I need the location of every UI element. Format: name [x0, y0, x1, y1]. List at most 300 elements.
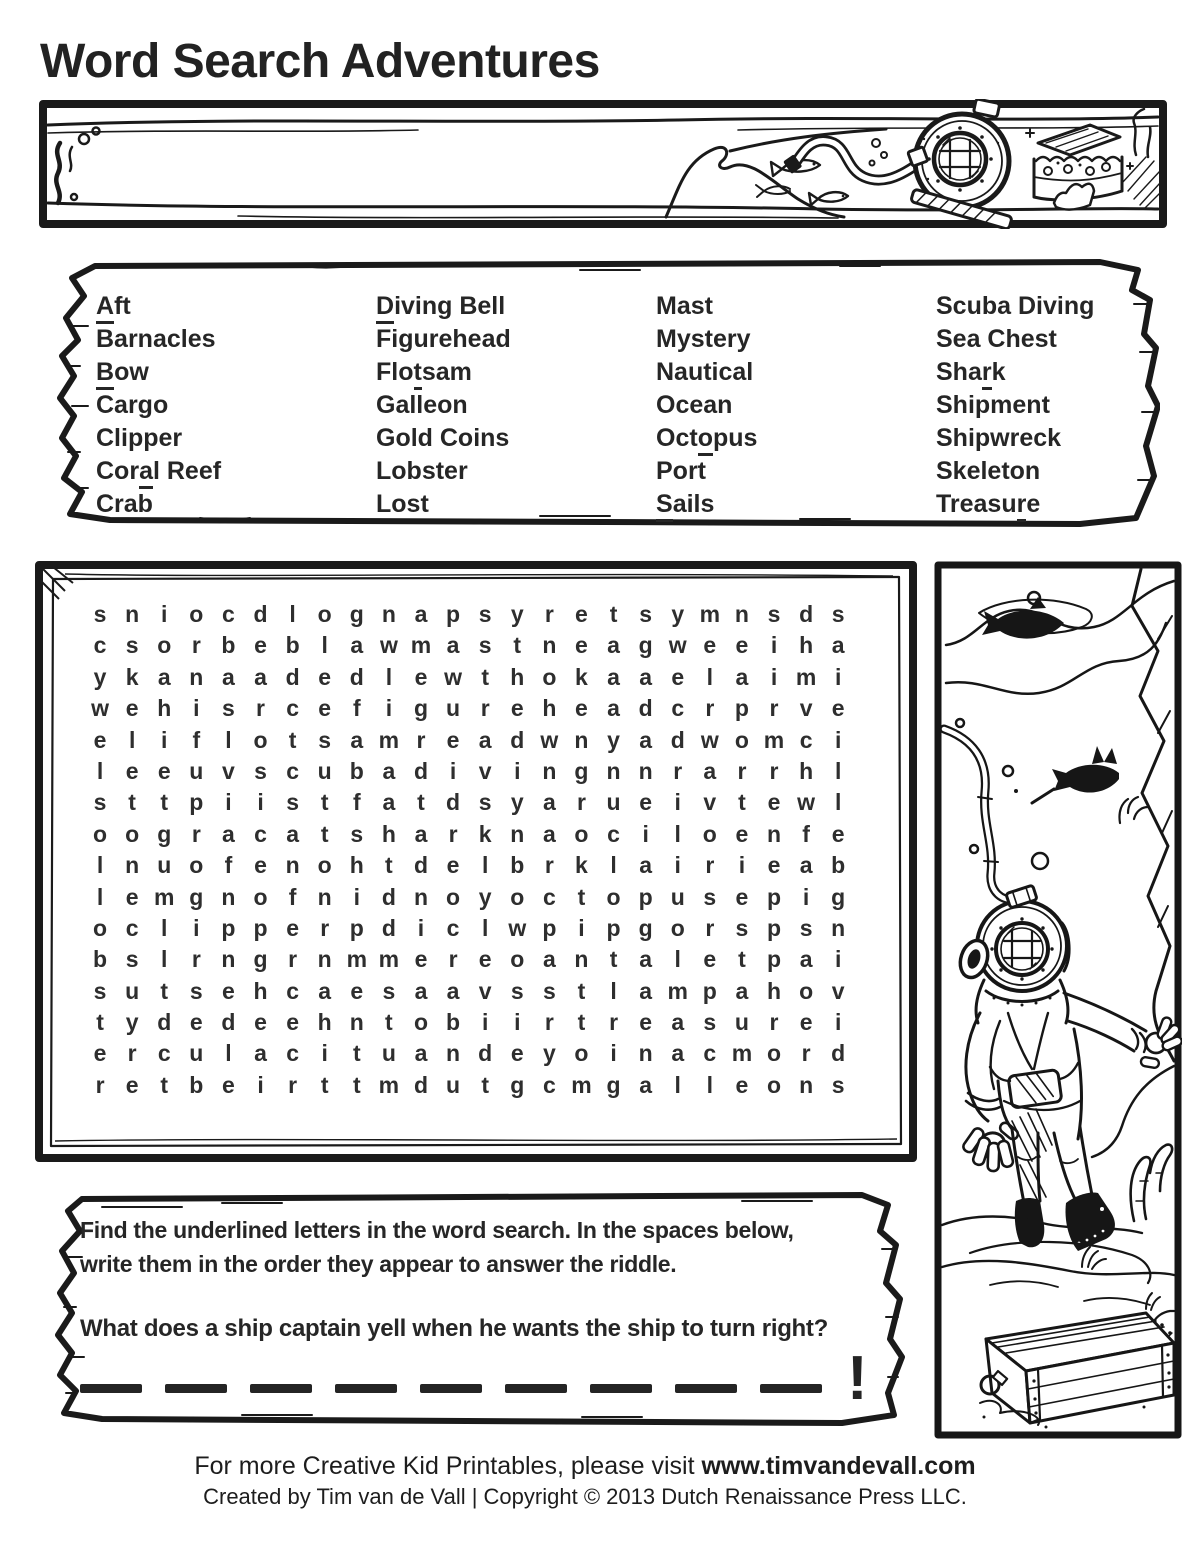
- grid-letter: i: [321, 1040, 328, 1067]
- word-item: [96, 455, 376, 488]
- grid-row: [84, 1038, 854, 1069]
- grid-letter: e: [222, 1071, 235, 1098]
- grid-letter: c: [157, 1040, 171, 1067]
- grid-letter: e: [254, 632, 267, 659]
- grid-letter: w: [540, 726, 559, 753]
- grid-letter: l: [161, 946, 168, 973]
- grid-letter: e: [286, 1009, 299, 1036]
- word-item: Cargo: [96, 391, 169, 419]
- grid-letter: p: [702, 977, 717, 1004]
- grid-letter: i: [770, 663, 778, 690]
- grid-letter: c: [542, 883, 556, 910]
- grid-letter: e: [414, 946, 428, 973]
- word-column: [656, 290, 936, 521]
- grid-letter: n: [799, 1071, 814, 1098]
- word-item: Shipwreck: [936, 424, 1062, 452]
- grid-letter: m: [378, 726, 400, 753]
- grid-letter: e: [510, 1040, 524, 1067]
- grid-letter: b: [446, 1009, 461, 1036]
- grid-letter: s: [639, 601, 653, 627]
- grid-letter: s: [799, 914, 813, 941]
- grid-letter: e: [318, 695, 332, 722]
- grid-letter: n: [734, 601, 749, 627]
- grid-letter: e: [510, 695, 524, 722]
- grid-letter: l: [610, 852, 617, 879]
- grid-letter: t: [352, 1071, 361, 1098]
- grid-letter: l: [835, 757, 842, 784]
- grid-letter: s: [93, 789, 107, 816]
- grid-letter: o: [510, 883, 525, 910]
- grid-letter: i: [193, 695, 200, 722]
- grid-letter: r: [769, 695, 779, 722]
- grid-letter: s: [286, 789, 299, 816]
- grid-letter: u: [189, 757, 204, 784]
- grid-letter: p: [606, 914, 621, 941]
- grid-letter: e: [254, 852, 267, 879]
- grid-letter: r: [288, 946, 298, 973]
- grid-letter: t: [385, 852, 393, 879]
- grid-letter: h: [542, 695, 557, 722]
- bubbles-icon: [870, 139, 888, 166]
- grid-letter: e: [575, 601, 588, 627]
- grid-letter: r: [448, 946, 458, 973]
- grid-letter: b: [221, 632, 236, 659]
- grid-letter: o: [606, 883, 621, 910]
- word-item: Sea Chest: [936, 325, 1057, 353]
- grid-letter: a: [542, 789, 556, 816]
- grid-row: [84, 693, 854, 724]
- grid-letter: r: [576, 789, 586, 816]
- grid-letter: n: [542, 632, 557, 659]
- grid-letter: d: [831, 1040, 846, 1067]
- grid-letter: e: [767, 852, 781, 879]
- grid-letter: p: [189, 789, 204, 816]
- grid-letter: e: [735, 883, 749, 910]
- grid-letter: r: [127, 1040, 137, 1067]
- grid-letter: s: [382, 977, 396, 1004]
- seafloor: [942, 1217, 1174, 1311]
- grid-letter: p: [349, 914, 364, 941]
- grid-letter: e: [671, 663, 685, 690]
- footer-link: www.timvandevall.com: [701, 1452, 976, 1480]
- grid-letter: u: [670, 883, 685, 910]
- grid-letter: i: [835, 1009, 842, 1036]
- grid-letter: a: [639, 1071, 653, 1098]
- grid-letter: i: [514, 757, 521, 784]
- word-underlined-letter: r: [982, 358, 992, 390]
- grid-letter: w: [668, 632, 687, 659]
- grid-letter: f: [192, 726, 201, 753]
- grid-letter: n: [638, 757, 653, 784]
- grid-letter: i: [225, 789, 232, 816]
- word-item: [936, 356, 1161, 389]
- word-item: Clipper: [96, 424, 183, 452]
- grid-letter: m: [667, 977, 688, 1004]
- grid-letter: m: [763, 726, 785, 753]
- grid-letter: c: [286, 695, 299, 722]
- grid-letter: t: [577, 977, 586, 1004]
- grid-row: [84, 1070, 854, 1101]
- grid-letter: e: [575, 695, 588, 722]
- word-item: [96, 356, 376, 389]
- word-item: Crab: [96, 490, 153, 518]
- word-item: [936, 488, 1161, 521]
- grid-letter: e: [318, 663, 332, 690]
- grid-letter: c: [125, 914, 139, 941]
- grid-letter: a: [414, 820, 428, 847]
- grid-letter: s: [542, 977, 556, 1004]
- grid-letter: c: [93, 632, 107, 659]
- grid-letter: p: [253, 914, 268, 941]
- grid-letter: b: [285, 632, 300, 659]
- grid-letter: h: [349, 852, 364, 879]
- answer-row: [80, 1339, 892, 1413]
- grid-letter: i: [385, 695, 393, 722]
- grid-letter: w: [508, 914, 527, 941]
- grid-letter: d: [799, 601, 814, 627]
- answer-blank: [590, 1384, 652, 1393]
- coral-icon: [1131, 1145, 1172, 1221]
- grid-letter: u: [125, 977, 140, 1004]
- grid-letter: d: [510, 726, 525, 753]
- grid-letter: u: [734, 1009, 749, 1036]
- grid-letter: d: [413, 1071, 429, 1098]
- banner: [38, 99, 1168, 229]
- grid-letter: m: [346, 946, 368, 973]
- grid-letter: o: [670, 914, 685, 941]
- grid-letter: w: [379, 632, 398, 659]
- grid-letter: e: [93, 726, 107, 753]
- grid-letter: l: [481, 852, 489, 879]
- grid-letter: o: [510, 946, 525, 973]
- grid-letter: g: [831, 883, 846, 910]
- grid-letter: s: [93, 977, 107, 1004]
- grid-letter: u: [606, 789, 621, 816]
- grid-letter: e: [703, 946, 717, 973]
- grid-letter: b: [510, 852, 525, 879]
- grid-letter: i: [642, 820, 649, 847]
- grid-letter: e: [125, 695, 139, 722]
- grid-letter: a: [639, 946, 653, 973]
- answer-blank: [80, 1384, 142, 1393]
- grid-letter: h: [799, 757, 814, 784]
- riddle-panel: [42, 1187, 910, 1433]
- grid-letter: i: [578, 914, 585, 941]
- grid-letter: a: [799, 852, 813, 879]
- grid-letter: w: [700, 726, 719, 753]
- grid-letter: n: [381, 601, 396, 627]
- grid-row: [84, 662, 854, 693]
- grid-row: [84, 1007, 854, 1038]
- grid-letter: b: [93, 946, 108, 973]
- grid-letter: l: [96, 757, 104, 784]
- grid-letter: c: [799, 726, 813, 753]
- treasure-chest-icon: [1026, 125, 1133, 210]
- grid-letter: e: [157, 757, 171, 784]
- grid-letter: p: [766, 883, 782, 910]
- grid-letter: d: [413, 852, 429, 879]
- grid-letter: d: [253, 601, 268, 627]
- grid-letter: i: [257, 789, 264, 816]
- grid-letter: o: [766, 1071, 782, 1098]
- grid-letter: o: [253, 883, 268, 910]
- word-text: ft: [114, 292, 131, 320]
- grid-letter: r: [191, 946, 201, 973]
- grid-letter: m: [154, 883, 175, 910]
- grid-letter: g: [510, 1071, 525, 1098]
- grid-letter: t: [609, 946, 618, 973]
- grid-letter: e: [831, 695, 845, 722]
- side-illustration-panel: [934, 561, 1182, 1439]
- grid-letter: l: [385, 663, 393, 690]
- grid-letter: a: [286, 820, 299, 847]
- seaweed-squiggle-icon: [56, 143, 72, 203]
- grid-letter: u: [317, 757, 332, 784]
- grid-letter: g: [349, 601, 364, 627]
- grid-letter: r: [544, 1009, 554, 1036]
- grid-letter: e: [254, 1009, 267, 1036]
- grid-letter: r: [673, 757, 683, 784]
- air-hose-icon: [944, 729, 1018, 900]
- word-search-panel: [35, 561, 917, 1162]
- grid-row: [84, 599, 854, 630]
- bubbles-icon: [71, 128, 100, 201]
- grid-letter: l: [128, 726, 136, 753]
- grid-letter: s: [767, 601, 781, 627]
- grid-letter: e: [735, 820, 749, 847]
- grid-letter: c: [446, 914, 460, 941]
- grid-letter: p: [766, 946, 782, 973]
- grid-letter: i: [674, 789, 681, 816]
- grid-letter: v: [222, 757, 235, 784]
- word-text: Flo: [376, 358, 414, 386]
- grid-letter: o: [317, 852, 332, 879]
- answer-blank: [165, 1384, 227, 1393]
- grid-letter: i: [257, 1071, 264, 1098]
- grid-letter: v: [831, 977, 845, 1004]
- grid-letter: a: [639, 663, 653, 690]
- grid-letter: d: [221, 1009, 236, 1036]
- grid-letter: i: [353, 883, 360, 910]
- riddle-question: What does a ship captain yell when he wants the ship to turn right?: [80, 1315, 828, 1342]
- word-item: Galleon: [376, 391, 468, 419]
- grid-letter: r: [769, 1009, 779, 1036]
- grid-letter: o: [799, 977, 814, 1004]
- grid-letter: s: [703, 1009, 717, 1036]
- word-item: Lobster: [376, 457, 468, 485]
- grid-letter: c: [671, 695, 685, 722]
- grid-letter: d: [349, 663, 364, 690]
- grid-letter: n: [542, 757, 557, 784]
- grid-letter: y: [671, 601, 685, 627]
- word-item: Ocean: [656, 391, 733, 419]
- grid-letter: n: [221, 883, 236, 910]
- grid-letter: a: [157, 663, 171, 690]
- grid-letter: n: [317, 946, 332, 973]
- grid-letter: l: [225, 726, 232, 753]
- grid-letter: s: [478, 789, 492, 816]
- grid-letter: w: [91, 695, 109, 722]
- grid-letter: r: [544, 601, 554, 627]
- seaweed-icon: [1122, 109, 1160, 209]
- grid-letter: r: [705, 695, 715, 722]
- grid-letter: i: [835, 663, 842, 690]
- grid-row: [84, 819, 854, 850]
- grid-letter: a: [478, 726, 492, 753]
- grid-letter: t: [738, 946, 746, 973]
- grid-letter: n: [574, 946, 589, 973]
- grid-letter: n: [317, 883, 332, 910]
- grid-letter: y: [478, 883, 492, 910]
- grid-letter: a: [446, 632, 460, 659]
- grid-row: [84, 976, 854, 1007]
- grid-letter: d: [670, 726, 685, 753]
- grid-letter: r: [480, 695, 490, 722]
- grid-letter: a: [639, 726, 653, 753]
- grid-letter: e: [575, 632, 588, 659]
- word-underlined-letter: r: [1017, 490, 1027, 522]
- grid-letter: e: [735, 632, 749, 659]
- grid-letter: g: [189, 883, 204, 910]
- grid-letter: b: [189, 1071, 204, 1098]
- grid-letter: n: [638, 1040, 653, 1067]
- grid-letter: t: [609, 601, 618, 627]
- grid-letter: s: [125, 946, 139, 973]
- page-title: Word Search Adventures: [40, 35, 600, 88]
- grid-letter: s: [318, 726, 332, 753]
- grid-letter: a: [542, 820, 556, 847]
- grid-letter: t: [128, 789, 136, 816]
- word-item: Mast: [656, 292, 713, 320]
- grid-letter: i: [193, 914, 200, 941]
- grid-letter: f: [802, 820, 810, 847]
- grid-letter: d: [478, 1040, 493, 1067]
- answer-blank: [335, 1384, 397, 1393]
- grid-letter: n: [574, 726, 589, 753]
- word-search-grid: [84, 599, 854, 1101]
- grid-letter: a: [831, 632, 845, 659]
- grid-letter: e: [799, 1009, 813, 1036]
- grid-letter: n: [125, 601, 140, 627]
- word-text: iving Bell: [394, 292, 506, 320]
- grid-letter: o: [189, 852, 204, 879]
- word-item: Port: [656, 457, 706, 485]
- grid-row: [84, 725, 854, 756]
- grid-letter: r: [544, 852, 554, 879]
- grid-letter: l: [674, 1071, 681, 1098]
- grid-letter: n: [831, 914, 846, 941]
- word-list-panel: [40, 256, 1160, 532]
- grid-letter: e: [189, 1009, 203, 1036]
- grid-letter: m: [731, 1040, 753, 1067]
- diver-helmet-icon: [956, 885, 1069, 991]
- grid-letter: c: [607, 820, 620, 847]
- grid-letter: a: [382, 789, 396, 816]
- grid-letter: c: [542, 1071, 556, 1098]
- grid-letter: l: [835, 789, 842, 816]
- grid-letter: o: [574, 1040, 589, 1067]
- grid-letter: s: [350, 820, 364, 847]
- grid-letter: r: [737, 757, 747, 784]
- grid-letter: a: [222, 663, 235, 690]
- word-text: k: [991, 358, 1006, 386]
- word-item: [376, 356, 656, 389]
- grid-letter: o: [317, 601, 332, 627]
- cliff: [1092, 569, 1174, 1157]
- grid-letter: c: [703, 1040, 717, 1067]
- grid-letter: r: [256, 695, 265, 722]
- grid-letter: e: [735, 1071, 749, 1098]
- grid-letter: i: [835, 726, 842, 753]
- grid-letter: o: [734, 726, 749, 753]
- word-underlined-letter: A: [96, 292, 114, 324]
- grid-letter: n: [766, 820, 782, 847]
- grid-letter: n: [510, 820, 525, 847]
- grid-letter: a: [382, 757, 396, 784]
- word-item: Figurehead: [376, 325, 511, 353]
- grid-letter: p: [734, 695, 749, 722]
- answer-blanks: [80, 1384, 822, 1393]
- grid-letter: g: [638, 632, 653, 659]
- word-text: Cor: [96, 457, 140, 485]
- grid-letter: h: [317, 1009, 332, 1036]
- grid-letter: e: [93, 1040, 107, 1067]
- answer-blank: [675, 1384, 737, 1393]
- grid-letter: s: [703, 883, 717, 910]
- grid-row: [84, 756, 854, 787]
- grid-letter: i: [514, 1009, 521, 1036]
- grid-letter: r: [705, 914, 715, 941]
- grid-letter: o: [702, 820, 717, 847]
- grid-letter: a: [254, 663, 267, 690]
- grid-letter: y: [510, 789, 524, 816]
- grid-letter: a: [607, 632, 620, 659]
- fish-icon: [756, 160, 848, 205]
- grid-letter: o: [766, 1040, 782, 1067]
- grid-letter: t: [160, 977, 169, 1004]
- grid-letter: p: [766, 914, 782, 941]
- word-text: Sha: [936, 358, 982, 386]
- grid-letter: f: [352, 789, 361, 816]
- grid-letter: s: [478, 632, 492, 659]
- grid-letter: e: [222, 977, 235, 1004]
- grid-letter: t: [160, 789, 169, 816]
- grid-letter: s: [254, 757, 267, 784]
- grid-letter: r: [191, 820, 201, 847]
- grid-letter: a: [318, 977, 332, 1004]
- grid-letter: v: [478, 977, 492, 1004]
- word-item: [656, 488, 936, 521]
- word-underlined-letter: t: [414, 358, 422, 390]
- grid-letter: e: [414, 663, 428, 690]
- footer-line1: [0, 1452, 1170, 1481]
- grid-letter: r: [609, 1009, 619, 1036]
- grid-letter: l: [706, 1071, 714, 1098]
- treasure-chest-illustration: [980, 1313, 1174, 1429]
- grid-letter: e: [125, 1071, 139, 1098]
- grid-letter: r: [191, 632, 201, 659]
- riddle-instructions-line2: write them in the order they appear to answer the riddle.: [80, 1251, 677, 1277]
- grid-letter: l: [96, 883, 104, 910]
- grid-letter: p: [221, 914, 236, 941]
- word-item: Lost: [376, 490, 429, 518]
- grid-row: [84, 630, 854, 661]
- grid-letter: y: [510, 601, 524, 627]
- grid-letter: h: [799, 632, 814, 659]
- grid-letter: e: [831, 820, 845, 847]
- grid-letter: r: [769, 757, 779, 784]
- grid-letter: e: [125, 883, 139, 910]
